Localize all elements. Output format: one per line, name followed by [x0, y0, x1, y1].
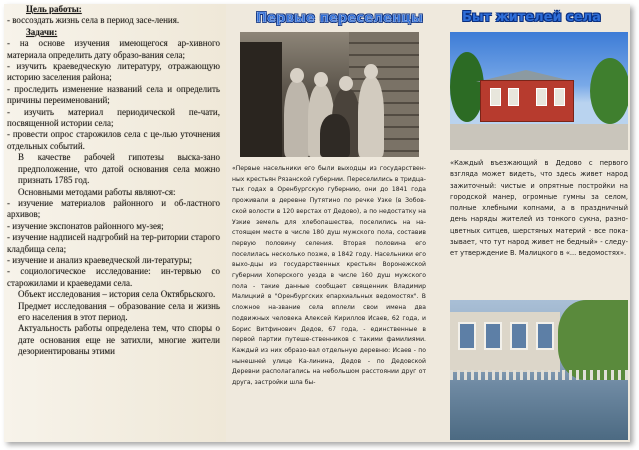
section-label: Задачи:: [26, 26, 58, 37]
left-paragraph: - изучение и анализ краеведческой ли-тературы;: [7, 254, 192, 265]
left-paragraph: - изучение надписей надгробий на тер-ритории старого кладбища села;: [7, 232, 220, 254]
brochure-sheet: [4, 4, 630, 442]
first-settlers-text: «Первые насельники его были выходцы из государствен-ных крестьян Рязанской губернии. Переселились в тридца-тых годах в Оренбургскую губернию, они до 1841 года проживали в деревне Путятино по речке Узке (в Зобов-ской волости в 120 верстах от Дедово), а по недостатку на Узкие земель для хлебопашества, поселились на на-стоящем месте в числе 180 душ мужского пола, составив первую половину селения. Вторая половина его поселилась несколько позже, в 1842 году. Насельники его выхо-дцы из государственных крестьян Воронежской губернии Хоперского уезда в числе 160 душ мужского пола - такие данные сообщает священник Владимир Малицкий в "Оренбургских епархиальных ведомостях". В сложное на-звание села вплели свои имена два подвижных человека Алексей Кириллов Исаев, 62 года, и Борис Витфинович Дедов, 67 года, - единственные в первой партии путеше-ственников с такими фамилиями. Каждый из них образо-вал отдельную деревню: Исаев - по нынешней улице Ка-линина, Дедов - по Дедовской Деревни располагались на небольшом расстоянии друг от друга, застройки шла бы-: [232, 165, 426, 387]
left-paragraph: - изучить краеведческую литературу, отражающую историю заселения района;: [7, 61, 220, 83]
village-house-photo: [450, 32, 628, 150]
left-paragraph: - изучить материал периодической пе-чати, посвященной истории села;: [7, 106, 220, 129]
first-settlers-title: Первые переселенцы: [256, 11, 424, 26]
left-paragraph: Объект исследования – история села Октябрьского.: [18, 289, 216, 300]
left-paragraph: В качестве рабочей гипотезы выска-зано предположение, что датой основания села можно признать 1785 год.: [18, 152, 220, 186]
village-life-text: «Каждый въезжающий в Дедово с первого взгляда может видеть, что здесь живет народ зажиточный: чистые и опрятные постройки на городской манер, огромные гумны за селом, полные хлебными копнами, а в праздничный день наряды жителей из тонкого сукна, разно-цветных ситцев, шерстяных материй - все пока-зывает, что тут народ живет не бедный» - следу-ет утверждение В. Малицкого в «... ведомостях».: [450, 159, 628, 258]
left-paragraph: - воссоздать жизнь села в период засе-ления.: [7, 15, 180, 26]
left-column: [4, 4, 226, 442]
left-paragraph: Основными методами работы являют-ся:: [18, 186, 176, 197]
left-paragraph: Предмет исследования – образование села и жизнь его населения в этот период.: [18, 300, 220, 322]
right-column: [430, 4, 630, 442]
village-life-title: Быт жителей села: [462, 10, 601, 25]
left-paragraph: - проследить изменение названий села и определить причины переименований;: [7, 83, 220, 106]
left-paragraph: Актуальность работы определена тем, что споры о дате основания еще не затихли, многие жители дезориентированы этими: [18, 323, 220, 357]
middle-column: [226, 4, 430, 442]
flooded-house-photo: [450, 300, 628, 440]
old-settlers-photo: [240, 32, 419, 157]
left-paragraph: - на основе изучения имеющегося ар-хивного материала определить дату образо-вания села;: [7, 38, 220, 60]
left-paragraph: - социологическое исследование: ин-тервью со старожилами и краеведами села.: [7, 266, 220, 288]
left-paragraph: - провести опрос старожилов села с це-лью уточнения отдельных событий.: [7, 129, 220, 151]
section-label: Цель работы:: [26, 4, 82, 14]
left-paragraph: - изучение материалов районного и об-ластного архивов;: [7, 197, 220, 220]
left-paragraph: - изучение экспонатов районного му-зея;: [7, 220, 164, 231]
